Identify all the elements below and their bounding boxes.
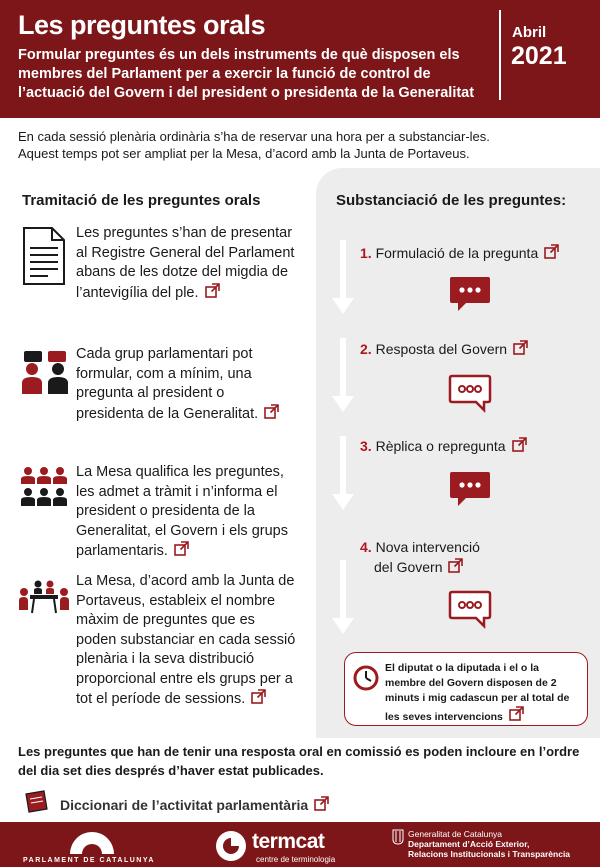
left-section-title: Tramitació de les preguntes orals [22, 192, 261, 209]
right-section-title: Substanciació de les preguntes: [336, 192, 567, 209]
header-divider [499, 10, 501, 100]
page-title: Les preguntes orals [18, 10, 266, 40]
document-icon [22, 226, 66, 286]
speech-bubble-icon [448, 275, 492, 315]
date-year: 2021 [511, 42, 567, 70]
step-2: 2. Resposta del Govern [360, 339, 528, 359]
step-text-mesa: La Mesa qualifica les preguntes, les admet a tràmit i n’informa el president o presidenta de la Generalitat, el Govern i els grups parlamentaris. [76, 464, 288, 559]
date-month: Abril [512, 24, 547, 41]
termcat-subtitle: centre de terminologia [256, 855, 336, 864]
commission-note: Les preguntes que han de tenir una resposta oral en comissió es poden incloure en l’ordre del dia set dies després d’haver estat publicades. [18, 744, 580, 778]
termcat-logo-text: termcat [252, 830, 325, 853]
generalitat-text: Generalitat de Catalunya Departament d’Acció Exterior, Relacions Institucionals i Transparència [408, 829, 571, 859]
step-3: 3. Rèplica o repregunta [360, 436, 527, 456]
footer [0, 822, 600, 867]
down-arrow-icon [332, 240, 354, 316]
step-4: 4. Nova intervenció del Govern [360, 539, 480, 575]
step-text-groups: Cada grup parlamentari pot formular, com a mínim, una pregunta al president o presidenta de la Generalitat. [76, 345, 296, 424]
group-icon [20, 466, 68, 506]
dictionary-link[interactable]: Diccionari de l’activitat parlamentària [60, 796, 329, 813]
time-note-text: El diputat o la diputada i el o la membre del Govern disposen de 2 minuts i mig cadascun per al total de les seves intervencions [385, 662, 570, 723]
external-link-icon[interactable] [251, 689, 266, 704]
external-link-icon[interactable] [544, 244, 559, 259]
down-arrow-icon [332, 436, 354, 512]
page-subtitle: Formular preguntes és un dels instruments de què disposen els membres del Parlament per a exercir la funció de control de l’actuació del Govern i del president o presidenta de la Generalitat [18, 47, 475, 101]
termcat-logo-icon [214, 829, 248, 863]
external-link-icon[interactable] [174, 541, 189, 556]
time-note-box [344, 652, 588, 726]
external-link-icon[interactable] [264, 404, 279, 419]
external-link-icon[interactable] [509, 706, 524, 721]
meeting-icon [18, 580, 70, 614]
external-link-icon[interactable] [205, 283, 220, 298]
external-link-icon[interactable] [314, 796, 329, 811]
speech-bubble-icon [448, 470, 492, 510]
parlament-logo-text: PARLAMENT DE CATALUNYA [23, 857, 155, 864]
book-icon [22, 790, 50, 814]
external-link-icon[interactable] [448, 558, 463, 573]
external-link-icon[interactable] [513, 340, 528, 355]
parlament-logo-icon [68, 828, 116, 854]
header-banner [0, 0, 600, 118]
down-arrow-icon [332, 338, 354, 414]
down-arrow-icon [332, 560, 354, 636]
speech-bubble-outline-icon [448, 374, 492, 414]
external-link-icon[interactable] [512, 437, 527, 452]
speech-bubble-outline-icon [448, 590, 492, 630]
intro-line-2: Aquest temps pot ser ampliat per la Mesa, d’acord amb la Junta de Portaveus. [18, 146, 470, 161]
step-text-register: Les preguntes s’han de presentar al Registre General del Parlament abans de les dotze del migdia de l’antevigília del ple. [76, 225, 295, 301]
generalitat-emblem-icon [392, 829, 404, 845]
step-1: 1. Formulació de la pregunta [360, 243, 559, 263]
step-text-junta: La Mesa, d’acord amb la Junta de Portaveus, estableix el nombre màxim de preguntes que es poden substanciar en cada sessió plenària i la seva distribució proporcional entre els grups per a tot el període de sessions. [76, 573, 296, 707]
discussion-icon [20, 350, 70, 394]
clock-icon [353, 665, 379, 691]
intro-line-1: En cada sessió plenària ordinària s’ha de reservar una hora per a substanciar-les. [18, 129, 490, 144]
intro-text [18, 128, 578, 162]
